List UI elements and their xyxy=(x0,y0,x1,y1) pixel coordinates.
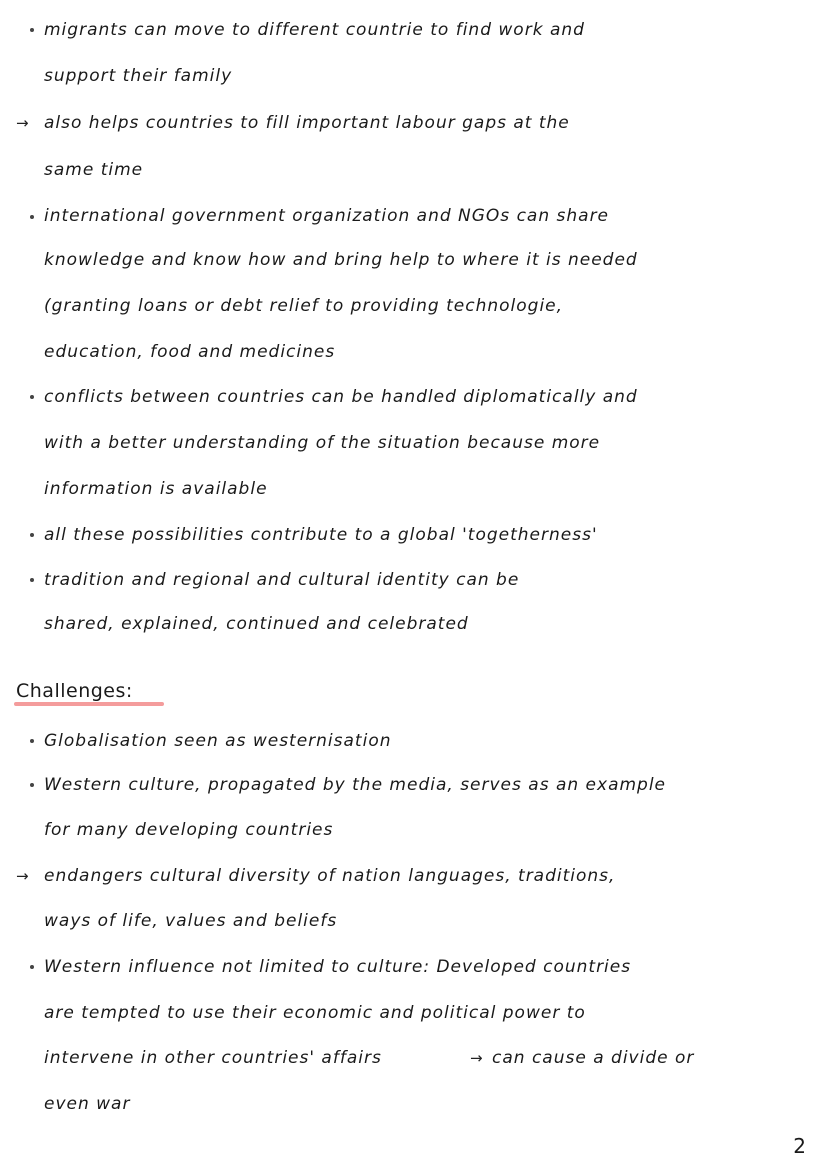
arrow-icon: → xyxy=(16,867,29,885)
note-line: (granting loans or debt relief to providing technologie, xyxy=(44,296,564,316)
challenges-heading: Challenges: xyxy=(16,680,133,702)
note-line: conflicts between countries can be handled diplomatically and xyxy=(44,387,638,407)
page-number: 2 xyxy=(793,1134,806,1158)
note-line: with a better understanding of the situation because more xyxy=(44,433,601,453)
note-line: Western influence not limited to culture: Developed countries xyxy=(44,957,632,977)
bullet xyxy=(30,215,34,219)
note-line: even war xyxy=(44,1094,131,1114)
note-line: support their family xyxy=(44,66,233,86)
note-line: for many developing countries xyxy=(44,820,334,840)
note-line: Globalisation seen as westernisation xyxy=(44,731,392,751)
heading-underline xyxy=(14,702,164,706)
bullet xyxy=(30,395,34,399)
note-line: same time xyxy=(44,160,144,180)
note-line: also helps countries to fill important labour gaps at the xyxy=(44,113,570,133)
note-line: endangers cultural diversity of nation languages, traditions, xyxy=(44,866,616,886)
note-line: Western culture, propagated by the media, serves as an example xyxy=(44,775,667,795)
note-line: international government organization and NGOs can share xyxy=(44,206,610,226)
bullet xyxy=(30,783,34,787)
note-line: all these possibilities contribute to a global 'togetherness' xyxy=(44,525,598,545)
note-line: information is available xyxy=(44,479,268,499)
bullet xyxy=(30,28,34,32)
bullet xyxy=(30,965,34,969)
arrow-icon: → xyxy=(16,114,29,132)
arrow-icon: → xyxy=(470,1049,483,1067)
note-line: intervene in other countries' affairs xyxy=(44,1048,382,1068)
note-line: can cause a divide or xyxy=(492,1048,695,1068)
bullet xyxy=(30,578,34,582)
note-line: education, food and medicines xyxy=(44,342,336,362)
note-line: knowledge and know how and bring help to where it is needed xyxy=(44,250,638,270)
bullet xyxy=(30,533,34,537)
note-line: shared, explained, continued and celebrated xyxy=(44,614,469,634)
note-line: migrants can move to different countrie to find work and xyxy=(44,20,585,40)
note-line: ways of life, values and beliefs xyxy=(44,911,338,931)
note-line: are tempted to use their economic and political power to xyxy=(44,1003,586,1023)
note-line: tradition and regional and cultural identity can be xyxy=(44,570,520,590)
bullet xyxy=(30,739,34,743)
